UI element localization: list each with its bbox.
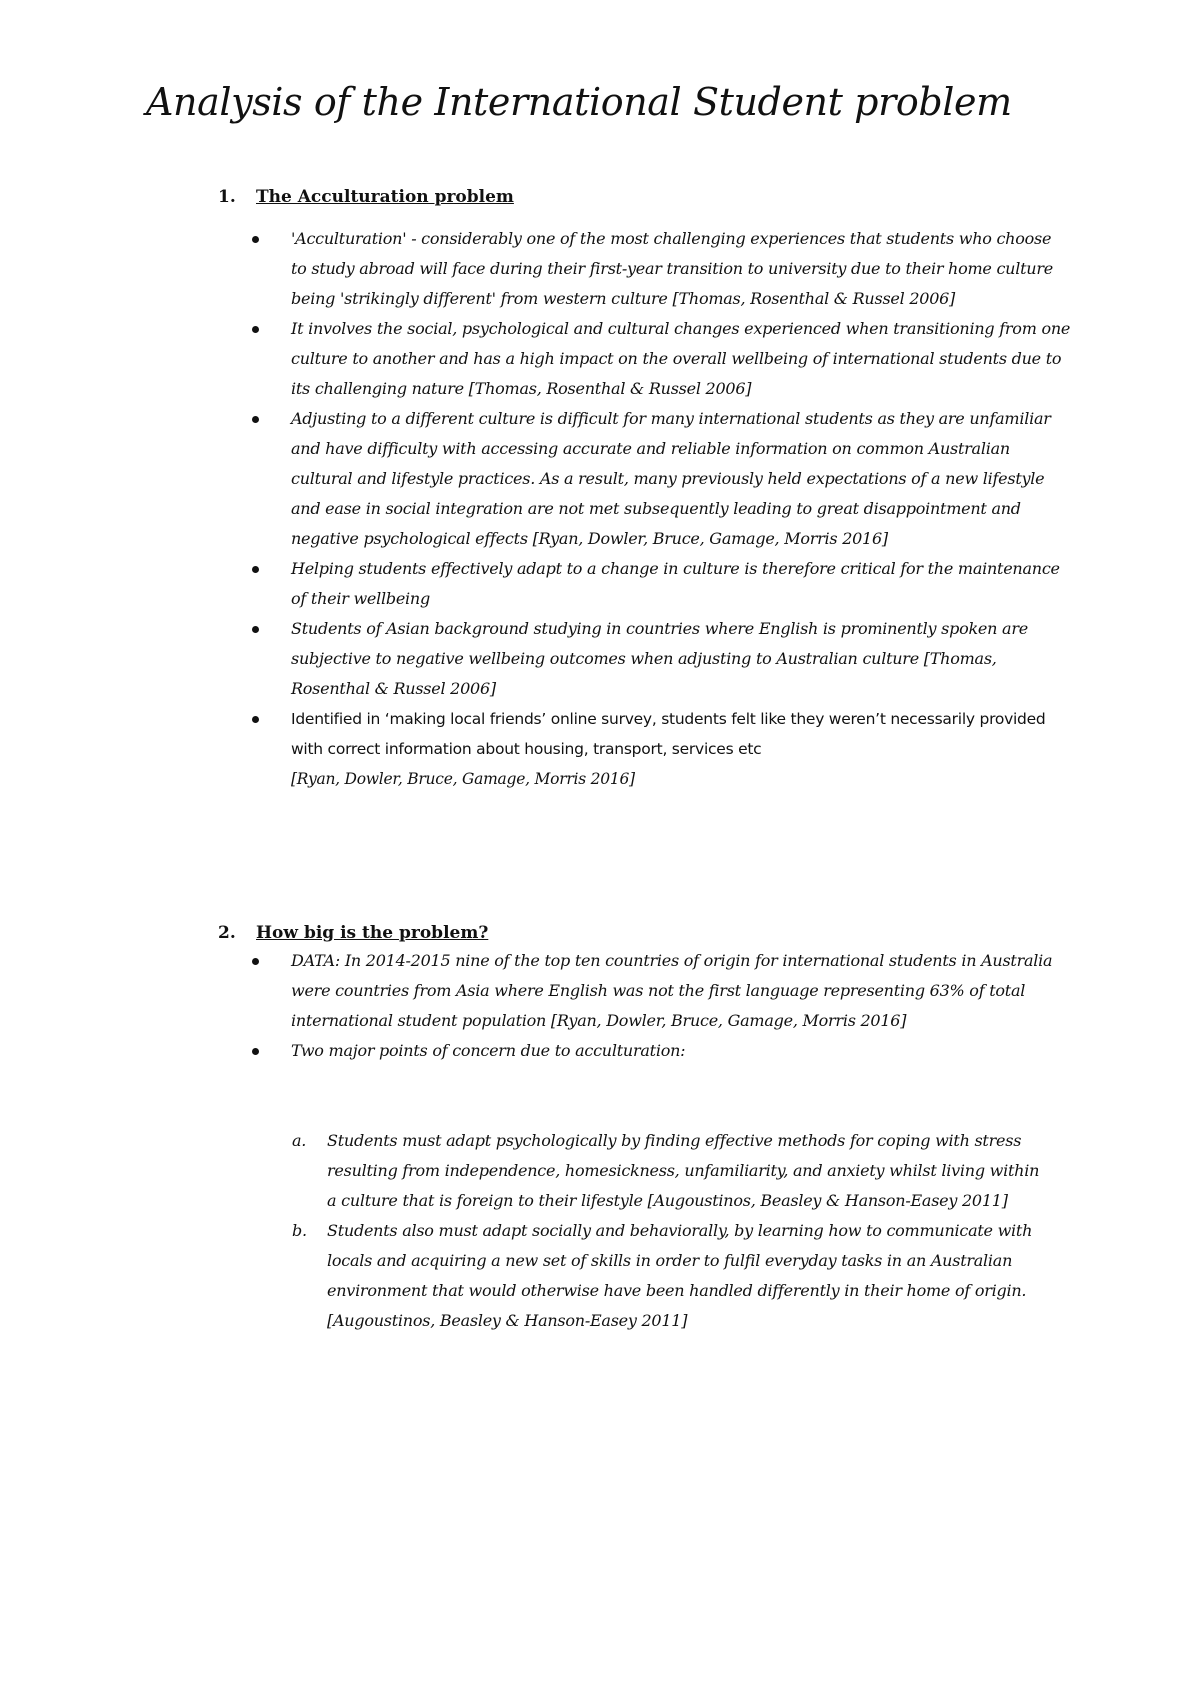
bullet-icon	[252, 626, 259, 633]
list-item-text: Students of Asian background studying in countries where English is prominently spoken are subjective to negative wellbeing outcomes when adjusting to Australian culture [Thomas, Rosenthal & Russel 2006]	[291, 619, 1028, 698]
list-item	[0, 1126, 1047, 1216]
bullet-icon	[252, 566, 259, 573]
list-item	[0, 224, 1071, 314]
document-title: Analysis of the International Student problem	[146, 80, 1012, 124]
list-item	[0, 1216, 1047, 1336]
section-number: 1.	[218, 187, 236, 207]
bullet-icon	[252, 1048, 259, 1055]
bullet-icon	[252, 326, 259, 333]
section-heading	[218, 182, 514, 212]
bullet-list	[0, 224, 1071, 794]
list-item	[0, 404, 1071, 554]
list-item-text: Identified in ‘making local friends’ online survey, students felt like they weren’t necessarily provided with correct information about housing, transport, services etc	[291, 710, 1046, 758]
list-item-text: Two major points of concern due to acculturation:	[291, 1041, 686, 1060]
section-title: The Acculturation problem	[256, 187, 514, 207]
list-item	[0, 614, 1071, 704]
list-item-text: Helping students effectively adapt to a change in culture is therefore critical for the maintenance of their wellbeing	[291, 559, 1060, 608]
sub-list	[0, 1126, 1047, 1336]
bullet-icon	[252, 236, 259, 243]
bullet-icon	[252, 958, 259, 965]
section-title: How big is the problem?	[256, 923, 489, 943]
bullet-list	[0, 946, 1071, 1066]
list-item-text: Adjusting to a different culture is difficult for many international students as they are unfamiliar and have difficulty with accessing accurate and reliable information on common Australian cultural and lifestyle practices. As a result, many previously held expectations of a new lifestyle and ease in social integration are not met subsequently leading to great disappointment and negative psychological effects [Ryan, Dowler, Bruce, Gamage, Morris 2016]	[291, 409, 1051, 548]
list-item	[0, 704, 1071, 794]
list-item-text: It involves the social, psychological and cultural changes experienced when transitioning from one culture to another and has a high impact on the overall wellbeing of international students due to its challenging nature [Thomas, Rosenthal & Russel 2006]	[291, 319, 1071, 398]
list-item	[0, 314, 1071, 404]
list-item	[0, 554, 1071, 614]
list-item-text: 'Acculturation' - considerably one of the most challenging experiences that students who choose to study abroad will face during their first-year transition to university due to their home culture being 'strikingly different' from western culture [Thomas, Rosenthal & Russel 2006]	[291, 229, 1053, 308]
list-item	[0, 1036, 1071, 1066]
section-number: 2.	[218, 923, 236, 943]
list-item-text: DATA: In 2014-2015 nine of the top ten countries of origin for international students in Australia were countries from Asia where English was not the first language representing 63% of total international student population [Ryan, Dowler, Bruce, Gamage, Morris 2016]	[291, 951, 1053, 1030]
list-item-text: Students also must adapt socially and behaviorally, by learning how to communicate with locals and acquiring a new set of skills in order to fulfil everyday tasks in an Australian environment that would otherwise have been handled differently in their home of origin. [Augoustinos, Beasley & Hanson-Easey 2011]	[327, 1221, 1033, 1330]
bullet-icon	[252, 716, 259, 723]
list-item	[0, 946, 1071, 1036]
bullet-icon	[252, 416, 259, 423]
list-marker: a.	[292, 1131, 307, 1150]
list-marker: b.	[292, 1221, 307, 1240]
citation: [Ryan, Dowler, Bruce, Gamage, Morris 2016]	[291, 770, 635, 788]
section-heading	[218, 918, 488, 948]
list-item-text: Students must adapt psychologically by finding effective methods for coping with stress resulting from independence, homesickness, unfamiliarity, and anxiety whilst living within a culture that is foreign to their lifestyle [Augoustinos, Beasley & Hanson-Easey 2011]	[327, 1131, 1040, 1210]
